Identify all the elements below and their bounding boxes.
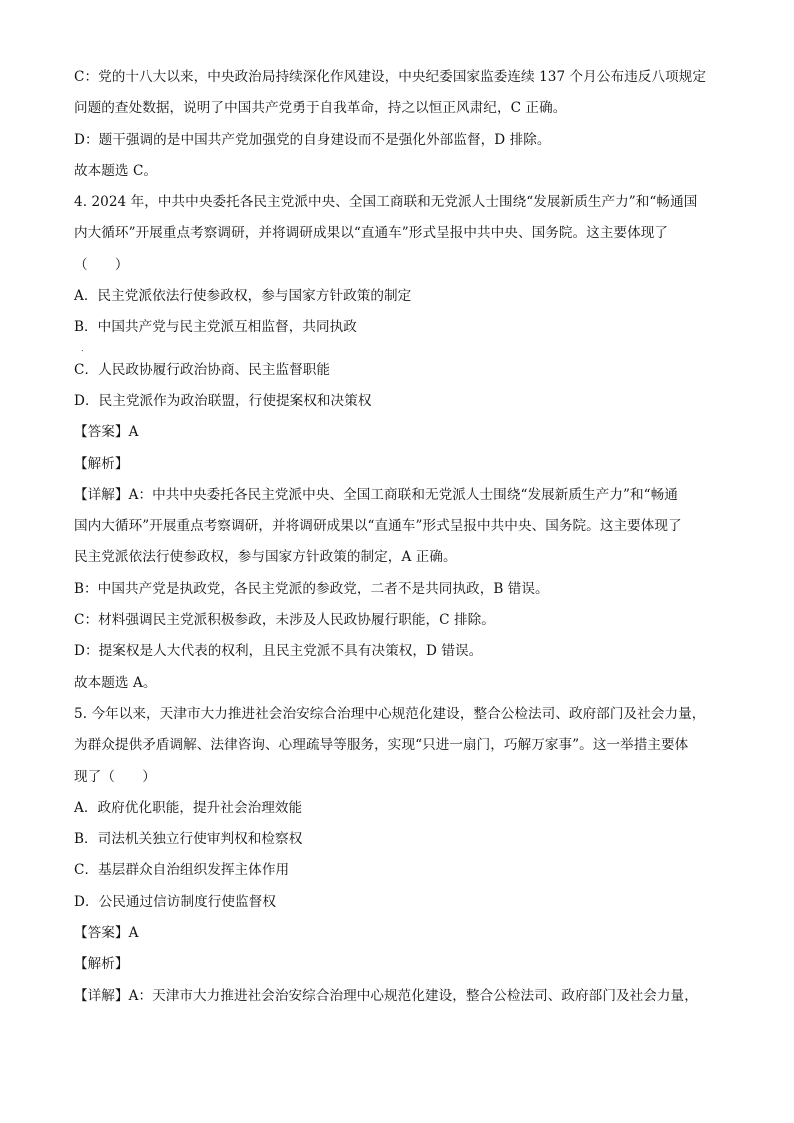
q4-option-d: D．民主党派作为政治联盟，行使提案权和决策权: [74, 392, 372, 409]
q5-stem-line-3: 现了（ ）: [74, 768, 156, 785]
analysis-c-line-1: C：党的十八大以来，中央政治局持续深化作风建设，中央纪委国家监委连续 137 个月公布违反八项规定: [74, 69, 706, 85]
q5-stem-line-2: 为群众提供矛盾调解、法律咨询、心理疏导等服务，实现“只进一扇门，巧解万家事”。这一举措主要体: [74, 737, 689, 754]
analysis-c-line-2: 问题的查处数据，说明了中国共产党勇于自我革命，持之以恒正风肃纪，C 正确。: [74, 100, 567, 117]
q4-stem-blank: （ ）: [74, 256, 129, 273]
q4-answer: 【答案】A: [74, 424, 139, 441]
q4-conclusion: 故本题选 A。: [74, 674, 157, 691]
q4-detail-line-1: 【详解】A：中共中央委托各民主党派中央、全国工商联和无党派人士围绕“发展新质生产力”和“畅通: [74, 486, 678, 503]
q5-analysis-heading: 【解析】: [74, 956, 129, 973]
q3-conclusion: 故本题选 C。: [74, 162, 158, 179]
stray-dot: ．: [81, 343, 91, 354]
q4-stem-line-1: 4. 2024 年，中共中央委托各民主党派中央、全国工商联和无党派人士围绕“发展新质生产力”和“畅通国: [74, 194, 698, 211]
q4-option-c: C．人民政协履行政治协商、民主监督职能: [74, 361, 331, 378]
q5-answer: 【答案】A: [74, 925, 139, 942]
q4-detail-line-2: 国内大循环”开展重点考察调研，并将调研成果以“直通车”形式呈报中共中央、国务院。这主要体现了: [74, 518, 682, 535]
q4-option-b: B．中国共产党与民主党派互相监督，共同执政: [74, 319, 357, 336]
q4-stem-line-2: 内大循环”开展重点考察调研，并将调研成果以“直通车”形式呈报中共中央、国务院。这主要体现了: [74, 225, 669, 242]
q4-option-a: A．民主党派依法行使参政权，参与国家方针政策的制定: [74, 288, 412, 305]
q4-analysis-heading: 【解析】: [74, 455, 129, 472]
q4-detail-line-3: 民主党派依法行使参政权，参与国家方针政策的制定，A 正确。: [74, 549, 457, 566]
q4-detail-line-6: D：提案权是人大代表的权利，且民主党派不具有决策权，D 错误。: [74, 643, 483, 660]
q5-option-a: A．政府优化职能，提升社会治理效能: [74, 799, 303, 816]
q5-detail-line-1: 【详解】A：天津市大力推进社会治安综合治理中心规范化建设，整合公检法司、政府部门及社会力量，: [74, 987, 698, 1004]
q5-stem-line-1: 5. 今年以来，天津市大力推进社会治安综合治理中心规范化建设，整合公检法司、政府部门及社会力量，: [74, 705, 706, 722]
q5-option-c: C．基层群众自治组织发挥主体作用: [74, 862, 290, 879]
q5-option-d: D．公民通过信访制度行使监督权: [74, 893, 276, 910]
q5-option-b: B．司法机关独立行使审判权和检察权: [74, 831, 303, 848]
q4-detail-line-4: B：中国共产党是执政党，各民主党派的参政党，二者不是共同执政，B 错误。: [74, 580, 549, 597]
document-page: [74, 62, 724, 1012]
q4-detail-line-5: C：材料强调民主党派积极参政，未涉及人民政协履行职能，C 排除。: [74, 612, 495, 629]
analysis-d-line: D：题干强调的是中国共产党加强党的自身建设而不是强化外部监督，D 排除。: [74, 131, 551, 148]
